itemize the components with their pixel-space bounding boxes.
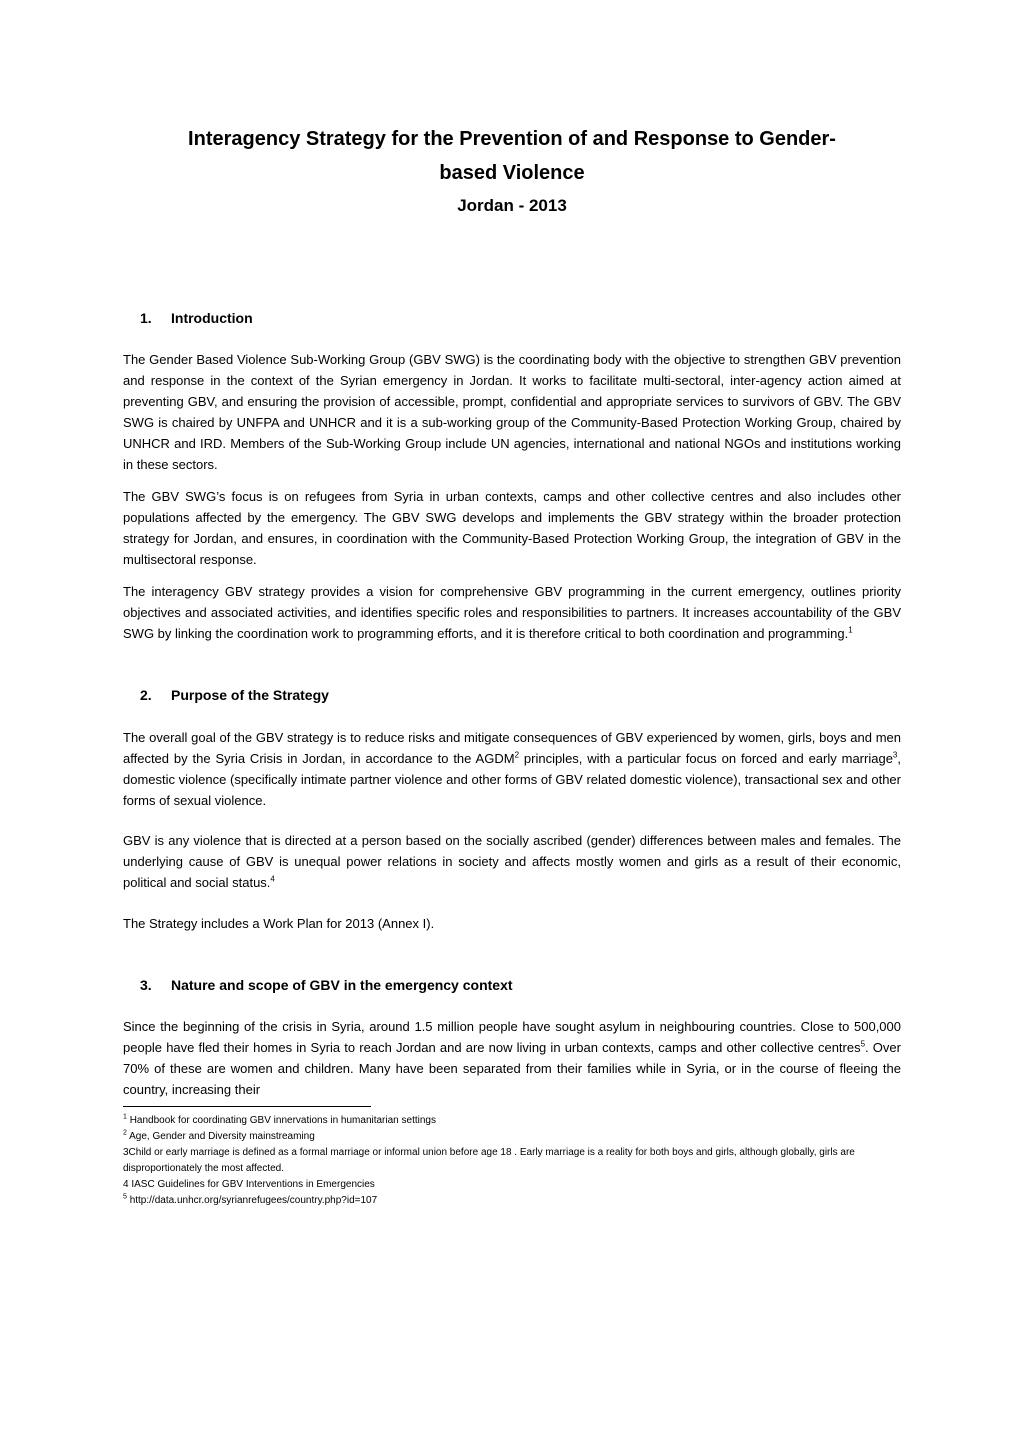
paragraph: The Gender Based Violence Sub-Working Group (GBV SWG) is the coordinating body with the objective to strengthen GBV prevention and response in the context of the Syrian emergency in Jordan. It works to facilitate multi-sectoral, inter-agency action aimed at preventing GBV, and ensuring the provision of accessible, prompt, confidential and appropriate services to survivors of GBV. The GBV SWG is chaired by UNFPA and UNHCR and it is a sub-working group of the Community-Based Protection Working Group, chaired by UNHCR and IRD. Members of the Sub-Working Group include UN agencies, international and national NGOs and institutions working in these sectors.: [123, 352, 901, 472]
section-heading-purpose: [123, 685, 901, 705]
footnote-separator: [123, 1106, 371, 1107]
title-block: [123, 122, 901, 220]
section-title: Introduction: [171, 310, 253, 326]
footnote: 4 IASC Guidelines for GBV Interventions in Emergencies: [123, 1179, 375, 1190]
footnote-ref: 2: [514, 750, 520, 760]
paragraph: The GBV SWG’s focus is on refugees from Syria in urban contexts, camps and other collective centres and also includes other populations affected by the emergency. The GBV SWG develops and implements the GBV strategy within the broader protection strategy for Jordan, and ensures, in coordination with the Community-Based Protection Working Group, the integration of GBV in the multisectoral response.: [123, 489, 901, 567]
paragraph: Since the beginning of the crisis in Syria, around 1.5 million people have sought asylum in neighbouring countries. Close to 500,000 people have fled their homes in Syria to reach Jordan and are now living in urban contexts, camps and other collective centres$^5$. Over 70% of these are women and children. Many have been separated from their families while in Syria, or in the course of fleeing the country, increasing their: [123, 1019, 901, 1097]
section-number: 3.: [140, 977, 152, 993]
footnote-ref: 4: [270, 874, 275, 884]
section-number: 2.: [140, 687, 152, 703]
footnote-ref: 1: [848, 625, 853, 635]
footnotes: [123, 1113, 901, 1209]
document-subtitle: Jordan - 2013: [457, 196, 567, 215]
document-title: Interagency Strategy for the Prevention of and Response to Gender-based Violence: [188, 128, 836, 184]
section-heading-nature-scope: [123, 975, 901, 995]
paragraph: The Strategy includes a Work Plan for 2013 (Annex I).: [123, 916, 435, 931]
section-heading-introduction: [123, 308, 901, 328]
paragraph: The interagency GBV strategy provides a vision for comprehensive GBV programming in the current emergency, outlines priority objectives and associated activities, and identifies specific roles and responsibilities to partners. It increases accountability of the GBV SWG by linking the coordination work to programming efforts, and it is therefore critical to both coordination and programming.$^1$: [123, 584, 901, 641]
section-title: Purpose of the Strategy: [171, 687, 329, 703]
section-number: 1.: [140, 310, 152, 326]
footnote: $^2$ Age, Gender and Diversity mainstreaming: [123, 1129, 315, 1142]
footnote: $^1$ Handbook for coordinating GBV innervations in humanitarian settings: [123, 1113, 436, 1126]
section-title: Nature and scope of GBV in the emergency context: [171, 977, 513, 993]
footnote-ref: 3: [892, 750, 898, 760]
paragraph: The overall goal of the GBV strategy is to reduce risks and mitigate consequences of GBV experienced by women, girls, boys and men affected by the Syria Crisis in Jordan, in accordance to the AGDM$^2$ principles, with a particular focus on forced and early marriage$^3$, domestic violence (specifically intimate partner violence and other forms of GBV related domestic violence), transactional sex and other forms of sexual violence.: [123, 730, 901, 808]
paragraph: GBV is any violence that is directed at a person based on the socially ascribed (gender) differences between males and females. The underlying cause of GBV is unequal power relations in society and affects mostly women and girls as a result of their economic, political and social status.$^4$: [123, 833, 901, 890]
footnote: $^5$ http://data.unhcr.org/syrianrefugees/country.php?id=107: [123, 1193, 378, 1206]
footnote: 3Child or early marriage is defined as a formal marriage or informal union before age 18 . Early marriage is a reality for both boys and girls, although globally, girls are disproportionately the most affected.: [123, 1147, 855, 1174]
footnote-ref: 5: [860, 1039, 866, 1049]
